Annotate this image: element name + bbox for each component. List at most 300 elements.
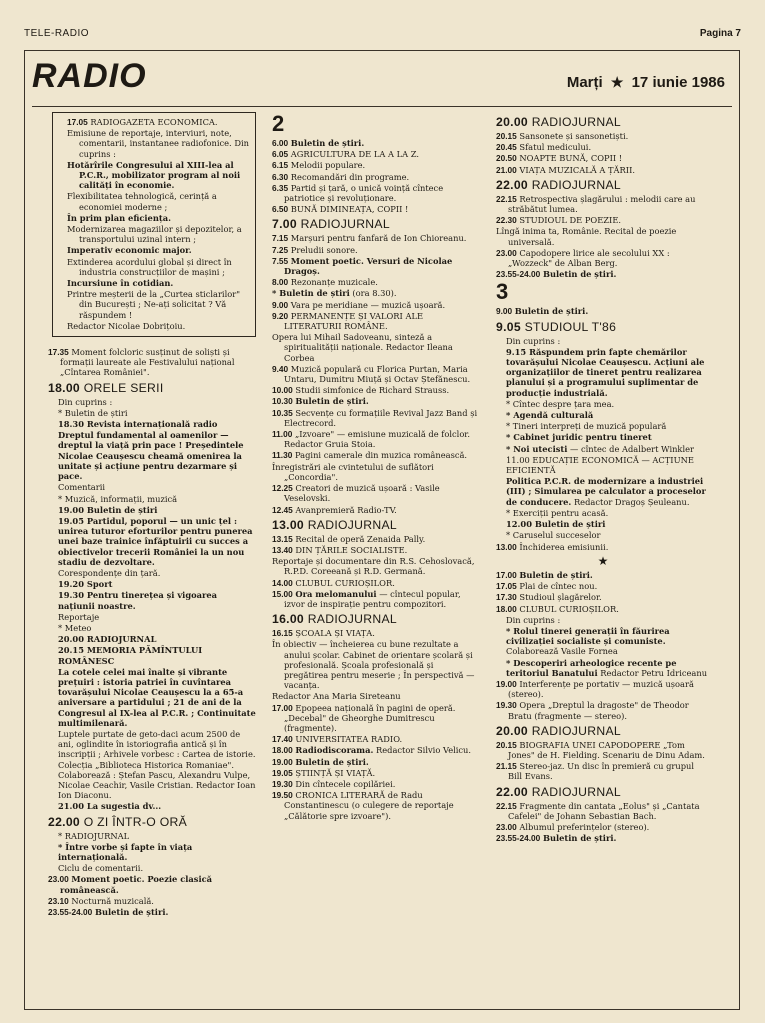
entry-time: 6.15: [272, 160, 289, 171]
entry-title-bold: Buletin de știri.: [295, 756, 369, 767]
entry-time: 17.05: [496, 581, 517, 592]
entry-time: 19.30: [496, 700, 517, 711]
entry-text: — cîntec de Adalbert Winkler: [570, 443, 694, 454]
entry-title-bold: La cotele celei mai înalte și vibrante prețuiri : istoria patriei în cuvîntarea tovarășului Nicolae Ceaușescu la a 65-a aniversare a partidului ; 21 de ani de la Congresul al IX-lea al P.C.R. ; Continuitate multimilenară.: [58, 666, 256, 728]
entry-text: Lîngă inima ta, Românie. Recital de poezie universală.: [496, 226, 677, 247]
entry-title-bold: În prim plan eficiența.: [67, 212, 171, 223]
entry-text: Corespondențe din țară.: [58, 567, 161, 578]
entry-text: Redactor Ana Maria Sireteanu: [272, 691, 401, 702]
entry-text: Opera lui Mihail Sadoveanu, sinteză a spiritualității naționale. Redactor Ileana Corbea: [272, 332, 453, 363]
entry-title-bold: 20.15 MEMORIA PĂMÎNTULUI ROMÂNESC: [58, 645, 203, 666]
program-entry: [58, 408, 256, 418]
program-entry: [496, 740, 710, 760]
program-entry: [272, 277, 480, 287]
program-entry: [506, 432, 710, 442]
entry-text: RADIOGAZETA ECONOMICA.: [90, 117, 218, 127]
entries: [272, 233, 480, 514]
entry-title-bold: Buletin de știri.: [514, 306, 589, 317]
program-entry: [506, 615, 710, 625]
program-entry: [58, 623, 256, 633]
major-entry: [272, 612, 480, 626]
program-entry: [272, 385, 480, 395]
program-entry: [272, 639, 480, 690]
column-program-2: [272, 112, 480, 1002]
entry-time: 9.40: [272, 363, 289, 374]
major-entry: [48, 381, 256, 395]
sub-entries: [48, 397, 256, 812]
entry-text: Reportaje și documentare din R.S. Cehoslovacă, R.P.D. Coreeană și R.D. Germană.: [272, 556, 475, 577]
program-entry: [506, 421, 710, 431]
entry-text: Redactor Dragoș Șeuleanu.: [573, 496, 690, 507]
entry-text: Epopeea națională în pagini de operă. „Decebal" de Gheorghe Dumitrescu (fragmente).: [284, 702, 456, 733]
entry-time: 8.00: [272, 277, 289, 288]
program-entry: [58, 831, 256, 841]
program-entry: [48, 907, 256, 917]
program-entry: [272, 779, 480, 789]
program-entry: [506, 455, 710, 475]
program-entry: [496, 142, 710, 152]
entry-text: STUDIOUL DE POEZIE.: [519, 215, 622, 226]
program-entry: [48, 347, 256, 378]
program-entry: [506, 399, 710, 409]
entry-text: În obiectiv — încheierea cu bune rezultate a anului școlar. Cabinet de orientare școlară și profesională. Școala profesională și pregătirea pentru meserie ; În perspectivă — vacanța.: [272, 639, 475, 691]
header-date: [567, 74, 725, 91]
program-entry: [58, 419, 256, 429]
entries: [496, 740, 710, 782]
major-title: O ZI ÎNTR-O ORĂ: [83, 814, 188, 829]
entry-text: Ciclu de comentarii.: [58, 863, 144, 874]
program-entry: [272, 768, 480, 778]
entry-text: Fragmente din cantata „Eolus" și „Cantata Cafelei" de Johann Sebastian Bach.: [508, 800, 700, 821]
program-entry: [506, 336, 710, 346]
program-entry: [496, 801, 710, 821]
program-entry: [272, 204, 480, 214]
sub-entries: [496, 336, 710, 541]
entry-text: PERMANENȚE ȘI VALORI ALE LITERATURII ROMÂNE.: [284, 310, 424, 332]
program-entry: [272, 734, 480, 744]
program-entry: [67, 117, 249, 127]
sub-entries: [496, 615, 710, 678]
program-entry: [496, 215, 710, 225]
entry-text: Extinderea acordului global și direct în industria construcțiilor de mașini ;: [67, 256, 232, 277]
entry-text: Albumul preferințelor (stereo).: [519, 821, 650, 832]
major-time: 16.00: [272, 612, 304, 627]
entry-text: Colaborează Vasile Fornea: [506, 646, 618, 657]
program-entry: [272, 408, 480, 428]
entry-time: 17.00: [272, 702, 293, 713]
major-time: 22.00: [496, 784, 528, 799]
program-entry: [272, 364, 480, 384]
entry-title-bold: Imperativ economic major.: [67, 245, 192, 256]
entry-time: 21.15: [496, 761, 517, 772]
entry-time: 12.25: [272, 483, 293, 494]
entries: [48, 347, 256, 378]
program-entry: [272, 450, 480, 460]
entry-time: 23.55-24.00: [48, 907, 93, 918]
entry-title-bold: 12.00 Buletin de știri: [506, 519, 606, 530]
entry-time: 21.00: [496, 164, 517, 175]
entry-text: „Izvoare" — emisiune muzicală de folclor. Redactor Gruia Stoia.: [284, 429, 471, 450]
entry-time: 6.00: [272, 138, 289, 148]
entry-text: ȘCOALA ȘI VIAȚA.: [295, 628, 375, 639]
program-entry: [48, 896, 256, 906]
program-entry: [67, 278, 249, 288]
program-entry: [272, 429, 480, 449]
entries: [272, 138, 480, 214]
entry-title-bold: Buletin de știri.: [542, 269, 617, 280]
entry-text: Studii simfonice de Richard Strauss.: [295, 385, 450, 396]
entry-text: Opera „Dreptul la dragoste" de Theodor Bratu (fragmente — stereo).: [508, 700, 689, 721]
entry-time: 13.15: [272, 533, 293, 544]
entry-time: 9.20: [272, 310, 289, 321]
program-entry: [272, 534, 480, 544]
entry-text: (ora 8.30).: [352, 288, 397, 299]
program-entry: [272, 172, 480, 182]
entry-text: Comentarii: [58, 482, 106, 493]
entry-time: 7.55: [272, 255, 289, 266]
entry-text: NOAPTE BUNĂ, COPII !: [519, 153, 623, 164]
entry-title-bold: 19.20 Sport: [58, 579, 113, 590]
entry-time: 14.00: [272, 577, 293, 588]
entry-title-bold: 19.05 Partidul, poporul — un unic țel : unirea tuturor eforturilor pentru punerea unei baze trainice înfăptuirii cu succes a obiectivelor trecerii României la un nou stadiu de dezvoltare.: [58, 515, 253, 567]
program-entry: [58, 590, 256, 610]
entry-time: 17.30: [496, 592, 517, 603]
entry-text: * Muzică, informații, muzică: [58, 493, 178, 504]
entry-text: CRONICA LITERARĂ de Radu Constantinescu (o culegere de reportaje „Călătorie spre izvoare").: [284, 790, 454, 821]
major-title: RADIOJURNAL: [531, 723, 621, 738]
entries: [272, 534, 480, 609]
entry-time: 7.25: [272, 244, 289, 255]
entry-text: Sansonete și sansonetiști.: [519, 131, 629, 141]
program-number: 2: [272, 112, 285, 136]
entry-time: 6.35: [272, 182, 289, 193]
entry-time: 22.15: [496, 193, 517, 204]
program-entry: [272, 245, 480, 255]
entry-text: Flexibilitatea tehnologică, cerință a economiei moderne ;: [67, 191, 217, 212]
sub-entries: [48, 831, 256, 874]
entry-text: Nocturnă muzicală.: [71, 895, 154, 906]
entry-text: BUNĂ DIMINEAȚA, COPII !: [290, 204, 409, 215]
major-title: RADIOJURNAL: [307, 517, 397, 532]
entry-text: Marșuri pentru fanfară de Ion Chioreanu.: [290, 233, 467, 244]
program-entry: [272, 332, 480, 363]
entry-time: 19.30: [272, 778, 293, 789]
entry-title-bold: Hotărîrile Congresului al XIII-lea al P.C.R., mobilizator program al noii calități în economie.: [67, 159, 241, 191]
entry-time: 17.00: [496, 569, 517, 580]
entry-text: DIN ȚĂRILE SOCIALISTE.: [295, 544, 408, 555]
entry-text: Redactor Petru Idriceanu: [600, 667, 708, 678]
program-entry: [506, 626, 710, 657]
program-entry: [272, 288, 480, 298]
entry-time: 13.00: [496, 541, 517, 552]
entry-text: * Cîntec despre țara mea.: [506, 398, 615, 409]
entry-time: 6.50: [272, 204, 289, 215]
program-entry: [496, 542, 710, 552]
entries: [496, 570, 710, 614]
entry-text: Muzică populară cu Florica Purtan, Maria Untaru, Dumitru Miuță și Octav Ștefănescu.: [284, 363, 471, 385]
major-time: 22.00: [48, 814, 80, 829]
program-entry: [58, 801, 256, 811]
entries: [496, 542, 710, 552]
entry-text: Capodopere lirice ale secolului XX : „Wozzeck" de Alban Berg.: [508, 247, 670, 269]
major-entry: [48, 815, 256, 829]
entry-text: Rezonanțe muzicale.: [290, 277, 378, 288]
entry-time: 11.30: [272, 450, 293, 461]
entry-title-bold: * Descoperiri arheologice recente pe teritoriul Banatului: [506, 657, 677, 678]
program-entry: [496, 604, 710, 614]
entry-text: Recital de operă Zenaida Pally.: [295, 533, 426, 544]
program-entry: [272, 183, 480, 203]
major-title: STUDIOUL T'86: [524, 319, 617, 334]
program-entry: [272, 589, 480, 609]
program-entry: [67, 191, 249, 211]
program-entry: [272, 138, 480, 148]
entry-time: 10.35: [272, 407, 293, 418]
entry-time: 23.55-24.00: [496, 269, 541, 280]
entry-time: 10.00: [272, 385, 293, 396]
entry-time: 23.00: [48, 874, 69, 885]
entry-time: 16.15: [272, 628, 293, 639]
entry-text: * Tineri interpreți de muzică populară: [506, 421, 667, 432]
entry-text: CLUBUL CURIOȘILOR.: [519, 603, 619, 614]
major-time: 22.00: [496, 177, 528, 192]
entry-text: Plai de cîntec nou.: [519, 581, 598, 592]
program-entry: [496, 581, 710, 591]
program-entry: [496, 570, 710, 580]
entry-time: 9.00: [496, 306, 513, 317]
program-entry: [496, 592, 710, 602]
major-entry: [496, 785, 710, 799]
section-title: RADIO: [32, 57, 147, 95]
entry-text: UNIVERSITATEA RADIO.: [295, 734, 403, 745]
entry-text: CLUBUL CURIOȘILOR.: [295, 577, 395, 588]
entry-title-bold: Moment poetic. Poezie clasică românească.: [60, 874, 213, 895]
program-entry: [496, 153, 710, 163]
major-time: 13.00: [272, 517, 304, 532]
major-time: 18.00: [48, 380, 80, 395]
program-entry: [67, 245, 249, 255]
entries: [496, 679, 710, 721]
entry-text: Modernizarea magaziilor și depozitelor, a transportului uzinal intern ;: [67, 224, 242, 245]
column-program-3: [496, 112, 710, 1002]
entry-time: 19.00: [272, 756, 293, 767]
program-entry: [272, 160, 480, 170]
entry-text: * RADIOJURNAL: [58, 830, 130, 841]
program-entry: [48, 874, 256, 894]
program-entry: [496, 679, 710, 699]
entries: [48, 874, 256, 917]
entry-text: Pagini camerale din muzica românească.: [294, 450, 468, 461]
entry-text: Avanpremieră Radio-TV.: [295, 504, 397, 515]
entry-time: 6.05: [272, 149, 289, 160]
major-entry: [496, 724, 710, 738]
entries: [496, 131, 710, 175]
program-entry: [496, 833, 710, 843]
page-number: Pagina 7: [699, 28, 741, 39]
entry-time: 19.00: [496, 678, 517, 689]
entries: [496, 801, 710, 844]
entry-title-bold: 21.00 La sugestia dv...: [58, 801, 162, 812]
entry-text: — cîntecul popular, izvor de inspirație pentru compozitori.: [284, 588, 461, 609]
entry-title-bold: 19.30 Pentru tinerețea și vigoarea națiunii noastre.: [58, 590, 218, 611]
entry-title-bold: 9.15 Răspundem prin fapte chemărilor tovarășului Nicolae Ceaușescu. Acțiuni ale organizațiilor de tineret pentru realizarea planului și a programului suplimentar de producție industrială.: [506, 346, 705, 398]
program-entry: [58, 667, 256, 728]
publication-name: TELE-RADIO: [24, 28, 90, 39]
entry-text: Moment folcloric susținut de soliști și formații laureate ale Festivalului național „Cîntarea României".: [60, 347, 235, 378]
major-title: RADIOJURNAL: [307, 612, 397, 627]
day-name: Marți: [566, 74, 603, 91]
entry-time: 22.15: [496, 800, 517, 811]
entry-text: Retrospectiva șlagărului : melodii care au străbătut lumea.: [508, 193, 696, 215]
program-entry: [58, 397, 256, 407]
program-entry: [58, 863, 256, 873]
program-entry: [272, 233, 480, 243]
major-entry: [496, 115, 710, 129]
program-entry: [506, 347, 710, 398]
program-entry: [272, 505, 480, 515]
program-entry: [506, 530, 710, 540]
entry-text: Preludii sonore.: [290, 244, 358, 255]
entry-text: Emisiune de reportaje, interviuri, note, comentarii, instantanee radiofonice. Din cuprins :: [67, 128, 249, 159]
program-entry: [272, 578, 480, 588]
major-title: RADIOJURNAL: [300, 217, 390, 232]
program-entry: [272, 462, 480, 482]
program-entry: [272, 691, 480, 701]
entry-text: AGRICULTURA DE LA A LA Z.: [290, 149, 420, 160]
star-divider-icon: ★: [597, 553, 609, 568]
program-entry: [272, 300, 480, 310]
program-entry: [272, 556, 480, 576]
entry-text: * Exerciții pentru acasă.: [506, 507, 609, 518]
entry-text: Recomandări din programe.: [290, 171, 410, 182]
entry-text: Sfatul medicului.: [519, 142, 592, 153]
entry-title-bold: Buletin de știri.: [290, 138, 365, 148]
entry-time: 18.00: [496, 603, 517, 614]
entry-text: * Buletin de știri: [58, 407, 128, 418]
entry-time: 20.50: [496, 153, 517, 164]
program-entry: [67, 257, 249, 277]
entry-text: Interferențe pe portativ — muzică ușoară (stereo).: [508, 678, 694, 700]
entry-time: 12.45: [272, 504, 293, 515]
entry-text: Printre meșterii de la „Curtea sticlarilor" din București ; Ne-ați solicitat ? Vă răspundem !: [67, 289, 241, 320]
entry-text: Studioul șlagărelor.: [519, 592, 602, 603]
major-title: RADIOJURNAL: [531, 115, 621, 129]
program-entry: [272, 311, 480, 331]
entry-text: 11.00 EDUCAȚIE ECONOMICĂ — ACȚIUNE EFICIENTĂ: [506, 454, 694, 476]
header-rule: [32, 106, 732, 107]
program-entry: [272, 628, 480, 638]
major-time: 7.00: [272, 217, 297, 232]
entry-text: Melodii populare.: [290, 160, 366, 171]
major-title: RADIOJURNAL: [531, 177, 621, 192]
program-entry: [58, 579, 256, 589]
entries: [496, 194, 710, 280]
entry-time: 23.55-24.00: [496, 833, 541, 844]
entry-title-bold: Buletin de știri.: [542, 833, 617, 844]
major-time: 9.05: [496, 319, 521, 334]
program-entry: [506, 476, 710, 507]
program-entry: [506, 519, 710, 529]
entry-title-bold: Buletin de știri.: [94, 907, 169, 918]
program-entry: [272, 790, 480, 821]
entry-time: 20.45: [496, 142, 517, 153]
column-program-1: [48, 112, 256, 1002]
major-title: ORELE SERII: [83, 380, 164, 395]
entry-text: Închiderea emisiunii.: [519, 541, 609, 552]
entry-title-bold: Incursiune în cotidian.: [67, 278, 174, 289]
entry-text: Din cuprins :: [58, 396, 113, 407]
star-icon: ★: [610, 74, 624, 90]
entry-text: ȘTIINȚĂ ȘI VIAȚĂ.: [295, 767, 376, 778]
major-title: RADIOJURNAL: [531, 784, 621, 799]
entry-text: Redactor Nicolae Dobrițoiu.: [67, 320, 186, 331]
entry-title-bold: * Cabinet juridic pentru tineret: [506, 432, 652, 443]
program-entry: [272, 757, 480, 767]
entry-time: 20.15: [496, 131, 517, 141]
entry-title-bold: * Între vorbe și fapte în viața internațională.: [58, 841, 193, 862]
program-entry: [58, 729, 256, 800]
entry-title-bold: Radiodiscorama.: [295, 745, 374, 756]
entry-time: 17.05: [67, 117, 88, 127]
entry-text: Din cîntecele copilăriei.: [295, 778, 396, 789]
program-entry: [272, 149, 480, 159]
entry-text: Reportaje: [58, 611, 100, 622]
program-entry: [272, 545, 480, 555]
program-entry: [496, 226, 710, 246]
entry-title-bold: Ora melomanului: [295, 588, 377, 599]
major-entry: [272, 217, 480, 231]
entry-time: 9.00: [272, 299, 289, 310]
program-entry: [58, 612, 256, 622]
program-entry: [506, 508, 710, 518]
program-entry: [58, 430, 256, 481]
entry-title-bold: 18.30 Revista internațională radio: [58, 419, 218, 430]
entry-title-bold: 19.00 Buletin de știri: [58, 504, 158, 515]
major-time: 20.00: [496, 723, 528, 738]
entry-text: * Meteo: [58, 622, 92, 633]
program-entry: [58, 842, 256, 862]
program-entry: [58, 634, 256, 644]
program-entry: [272, 483, 480, 503]
entry-time: 17.40: [272, 734, 293, 745]
entry-time: 19.05: [272, 767, 293, 778]
program-entry: [67, 160, 249, 191]
program-number: 3: [496, 279, 509, 305]
entry-text: Creatori de muzică ușoară : Vasile Veselovski.: [284, 483, 440, 504]
entry-title-bold: 20.00 RADIOJURNAL: [58, 634, 157, 645]
program-entry: [496, 269, 710, 279]
major-entry: [496, 178, 710, 192]
entry-time: 22.30: [496, 215, 517, 226]
program-entry: [67, 224, 249, 244]
program-entry: [496, 165, 710, 175]
program-entry: [506, 410, 710, 420]
entry-title-bold: Buletin de știri.: [295, 396, 369, 407]
entry-text: Înregistrări ale cvintetului de suflători „Concordia".: [272, 461, 434, 482]
entry-text: VIAȚA MUZICALĂ A ȚĂRII.: [519, 164, 635, 175]
entry-text: Din cuprins :: [506, 335, 561, 346]
entry-title-bold: * Buletin de știri: [272, 288, 350, 299]
date-text: 17 iunie 1986: [631, 74, 725, 91]
program-entry: [67, 128, 249, 159]
entry-title-bold: Politica P.C.R. de modernizare a industriei (III) ; Simularea pe calculator a proceselor de conducere.: [506, 476, 706, 507]
program-entry: [496, 248, 710, 268]
entry-time: 23.10: [48, 895, 69, 906]
program-entry: [58, 516, 256, 567]
entry-title-bold: * Agendă culturală: [506, 410, 594, 421]
entry-title-bold: Buletin de știri.: [519, 569, 593, 580]
program-entry: [496, 131, 710, 141]
